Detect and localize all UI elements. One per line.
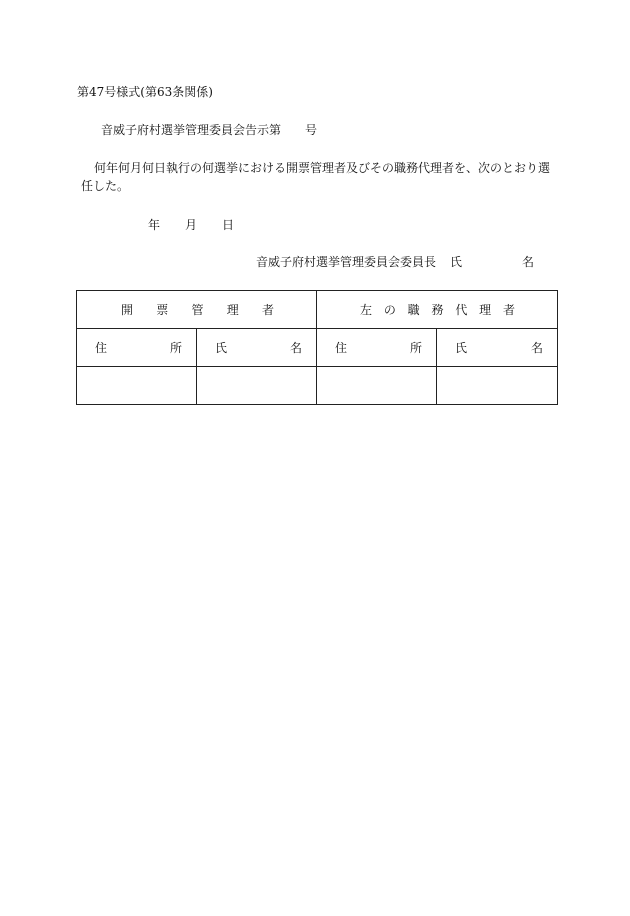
- group-header-char: 職: [407, 303, 420, 317]
- cell-name-1[interactable]: [197, 367, 317, 405]
- group-header-char: 者: [262, 303, 275, 317]
- column-header-name-2: [437, 329, 558, 367]
- signatory-title: 音威子府村選挙管理委員会委員長: [256, 255, 437, 269]
- group-header-char: 管: [191, 303, 204, 317]
- notice-title-prefix: 音威子府村選挙管理委員会告示第: [101, 123, 282, 137]
- column-header-char: 名: [531, 341, 544, 355]
- cell-address-2[interactable]: [317, 367, 437, 405]
- notice-body-line-2: 任した。: [81, 179, 130, 193]
- table-group-header-row: [77, 291, 558, 329]
- column-header-char: 氏: [215, 341, 228, 355]
- signatory-name-second: 名: [522, 255, 535, 269]
- notice-title: [101, 123, 317, 137]
- group-header-char: 理: [479, 303, 492, 317]
- group-header-char: 務: [431, 303, 444, 317]
- cell-name-2[interactable]: [437, 367, 558, 405]
- column-header-name-1: [197, 329, 317, 367]
- cell-address-1[interactable]: [77, 367, 197, 405]
- group-header-char: 票: [156, 303, 169, 317]
- group-header-char: 開: [121, 303, 134, 317]
- signatory-name-first: 氏: [450, 255, 463, 269]
- group-header-char: の: [383, 303, 396, 317]
- group-header-char: 代: [455, 303, 468, 317]
- column-header-char: 名: [290, 341, 303, 355]
- notice-title-suffix: 号: [305, 123, 318, 137]
- notice-date: [148, 218, 234, 232]
- date-year-label: 年: [148, 218, 161, 232]
- notice-body-line-1: 何年何月何日執行の何選挙における開票管理者及びその職務代理者を、次のとおり選: [94, 161, 551, 175]
- column-header-char: 氏: [455, 341, 468, 355]
- column-header-char: 所: [169, 341, 182, 355]
- column-header-char: 住: [335, 341, 348, 355]
- date-month-label: 月: [185, 218, 198, 232]
- group-header-deputy: [317, 291, 558, 329]
- group-header-char: 左: [360, 303, 373, 317]
- column-header-char: 住: [95, 341, 108, 355]
- group-header-char: 者: [502, 303, 515, 317]
- date-day-label: 日: [222, 218, 235, 232]
- table-row: [77, 367, 558, 405]
- table-column-header-row: [77, 329, 558, 367]
- form-number: 第47号様式(第63条関係): [77, 85, 213, 99]
- appointment-table: [76, 290, 558, 405]
- column-header-address-1: [77, 329, 197, 367]
- group-header-char: 理: [226, 303, 239, 317]
- group-header-counting-manager: [77, 291, 317, 329]
- signatory-line: [256, 255, 534, 269]
- column-header-char: 所: [410, 341, 423, 355]
- column-header-address-2: [317, 329, 437, 367]
